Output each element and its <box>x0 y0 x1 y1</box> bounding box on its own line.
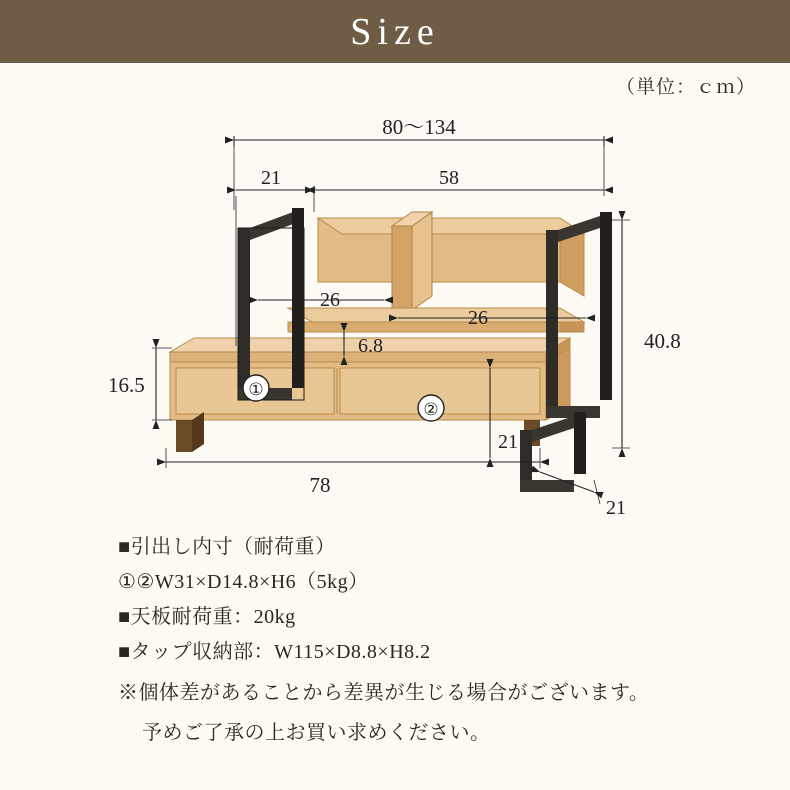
spec-notes <box>0 530 790 750</box>
page-title: Size <box>350 10 440 53</box>
dim-shelf-left-width: 26 <box>320 289 340 311</box>
dim-bottom-width: 78 <box>309 473 331 497</box>
note-line-1: ■引出し内寸（耐荷重） <box>118 536 336 558</box>
callout-drawer-2: ② <box>423 400 439 419</box>
dim-lower-height: 21 <box>498 431 518 453</box>
disclaimer-line-2: 予めご了承の上お買い求めください。 <box>142 722 491 744</box>
dim-top-inner-width: 58 <box>439 167 459 189</box>
note-line-2: ①②W31×D14.8×H6（5kg） <box>118 571 369 593</box>
dim-total-width: 80〜134 <box>382 115 456 139</box>
dim-left-frame-width: 21 <box>261 167 281 189</box>
dim-total-height: 40.8 <box>644 329 681 353</box>
dim-depth-right: 21 <box>606 497 626 519</box>
note-line-4: ■タップ収納部：W115×D8.8×H8.2 <box>118 641 431 663</box>
disclaimer-line-1: ※個体差があることから差異が生じる場合がございます。 <box>118 682 650 704</box>
callout-drawer-1: ① <box>248 380 264 399</box>
unit-note: （単位：ｃｍ） <box>615 77 756 98</box>
dim-shelf-gap-height: 6.8 <box>358 335 383 357</box>
dim-shelf-right-width: 26 <box>468 307 488 329</box>
dim-drawer-height: 16.5 <box>108 373 145 397</box>
product-size-diagram <box>0 100 790 530</box>
page-header <box>0 0 790 63</box>
note-line-3: ■天板耐荷重：20kg <box>118 606 296 628</box>
